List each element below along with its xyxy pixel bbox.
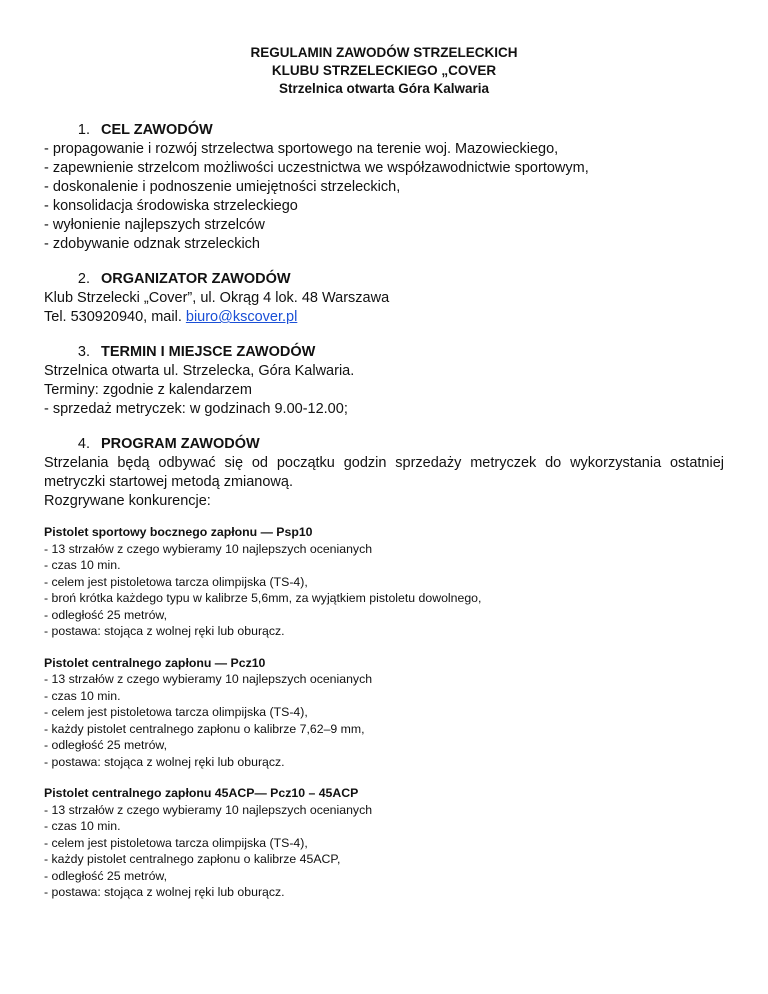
list-item: - czas 10 min. <box>44 558 121 572</box>
section-heading <box>44 435 724 454</box>
section-heading <box>44 343 724 362</box>
list-item: - każdy pistolet centralnego zapłonu o kalibrze 7,62–9 mm, <box>44 721 365 736</box>
list-item: - zapewnienie strzelcom możliwości uczestnictwa we współzawodnictwie sportowym, <box>44 160 589 176</box>
list-item: - 13 strzałów z czego wybieramy 10 najlepszych ocenianych <box>44 802 373 817</box>
section-termin <box>44 343 724 419</box>
list-item: - konsolidacja środowiska strzeleckiego <box>44 198 298 214</box>
competition-pcz10 <box>44 655 724 771</box>
list-item: - odległość 25 metrów, <box>44 738 168 752</box>
list-item: - czas 10 min. <box>44 819 121 833</box>
list-item: - odległość 25 metrów, <box>44 607 168 622</box>
list-item: - celem jest pistoletowa tarcza olimpijska (TS-4), <box>44 705 308 719</box>
section-title: ORGANIZATOR ZAWODÓW <box>101 271 291 287</box>
competition-pcz10-45acp <box>44 785 724 901</box>
list-item: - czas 10 min. <box>44 688 121 703</box>
list-item: - zdobywanie odznak strzeleckich <box>44 236 260 252</box>
section-program <box>44 435 724 511</box>
section-number: 2. <box>77 271 90 287</box>
section-number: 3. <box>77 344 90 360</box>
section-organizator <box>44 270 724 327</box>
list-item: - doskonalenie i podnoszenie umiejętności strzeleckich, <box>44 179 401 195</box>
section-title: TERMIN I MIEJSCE ZAWODÓW <box>101 344 316 360</box>
section-number: 4. <box>77 436 90 452</box>
list-item: - odległość 25 metrów, <box>44 868 168 883</box>
section-cel <box>44 121 724 254</box>
competition-psp10 <box>44 524 724 640</box>
document-header <box>44 44 724 98</box>
program-paragraph <box>44 454 724 492</box>
program-paragraph-line: metryczki startowej metodą zmianową. <box>44 474 293 490</box>
competitions-intro: Rozgrywane konkurencje: <box>44 493 211 509</box>
section-heading <box>44 121 724 140</box>
venue-line: Strzelnica otwarta ul. Strzelecka, Góra Kalwaria. <box>44 363 355 379</box>
list-item: - wyłonienie najlepszych strzelców <box>44 217 265 233</box>
list-item: - postawa: stojąca z wolnej ręki lub oburącz. <box>44 754 285 769</box>
competition-title: Pistolet sportowy bocznego zapłonu — Psp10 <box>44 525 313 539</box>
list-item: - propagowanie i rozwój strzelectwa sportowego na terenie woj. Mazowieckiego, <box>44 141 559 157</box>
competition-title: Pistolet centralnego zapłonu — Pcz10 <box>44 655 266 670</box>
competition-title: Pistolet centralnego zapłonu 45ACP— Pcz10 – 45ACP <box>44 786 359 800</box>
list-item: - broń krótka każdego typu w kalibrze 5,6mm, za wyjątkiem pistoletu dowolnego, <box>44 591 482 605</box>
header-title: REGULAMIN ZAWODÓW STRZELECKICH <box>250 45 518 60</box>
list-item: - postawa: stojąca z wolnej ręki lub oburącz. <box>44 624 285 638</box>
contact-phone: Tel. 530920940, mail. <box>44 309 186 325</box>
list-item: - postawa: stojąca z wolnej ręki lub oburącz. <box>44 885 285 899</box>
section-title: PROGRAM ZAWODÓW <box>101 436 260 452</box>
header-location: Strzelnica otwarta Góra Kalwaria <box>278 81 490 96</box>
program-paragraph-line: Strzelania będą odbywać się od początku godzin sprzedaży metryczek do wykorzystania ostatniej <box>44 455 724 471</box>
list-item: - 13 strzałów z czego wybieramy 10 najlepszych ocenianych <box>44 672 373 686</box>
list-item: - każdy pistolet centralnego zapłonu o kalibrze 45ACP, <box>44 852 341 866</box>
dates-line: Terminy: zgodnie z kalendarzem <box>44 382 252 398</box>
section-number: 1. <box>77 122 90 138</box>
email-link[interactable]: biuro@kscover.pl <box>185 309 298 325</box>
section-heading <box>44 270 724 289</box>
sales-hours-line: - sprzedaż metryczek: w godzinach 9.00-12.00; <box>44 401 348 417</box>
organizer-contact <box>44 308 724 327</box>
organizer-address: Klub Strzelecki „Cover”, ul. Okrąg 4 lok. 48 Warszawa <box>44 290 390 306</box>
list-item: - 13 strzałów z czego wybieramy 10 najlepszych ocenianych <box>44 541 373 556</box>
section-title: CEL ZAWODÓW <box>101 122 213 138</box>
list-item: - celem jest pistoletowa tarcza olimpijska (TS-4), <box>44 574 308 589</box>
header-club: KLUBU STRZELECKIEGO „COVER <box>271 63 497 78</box>
list-item: - celem jest pistoletowa tarcza olimpijska (TS-4), <box>44 835 308 850</box>
